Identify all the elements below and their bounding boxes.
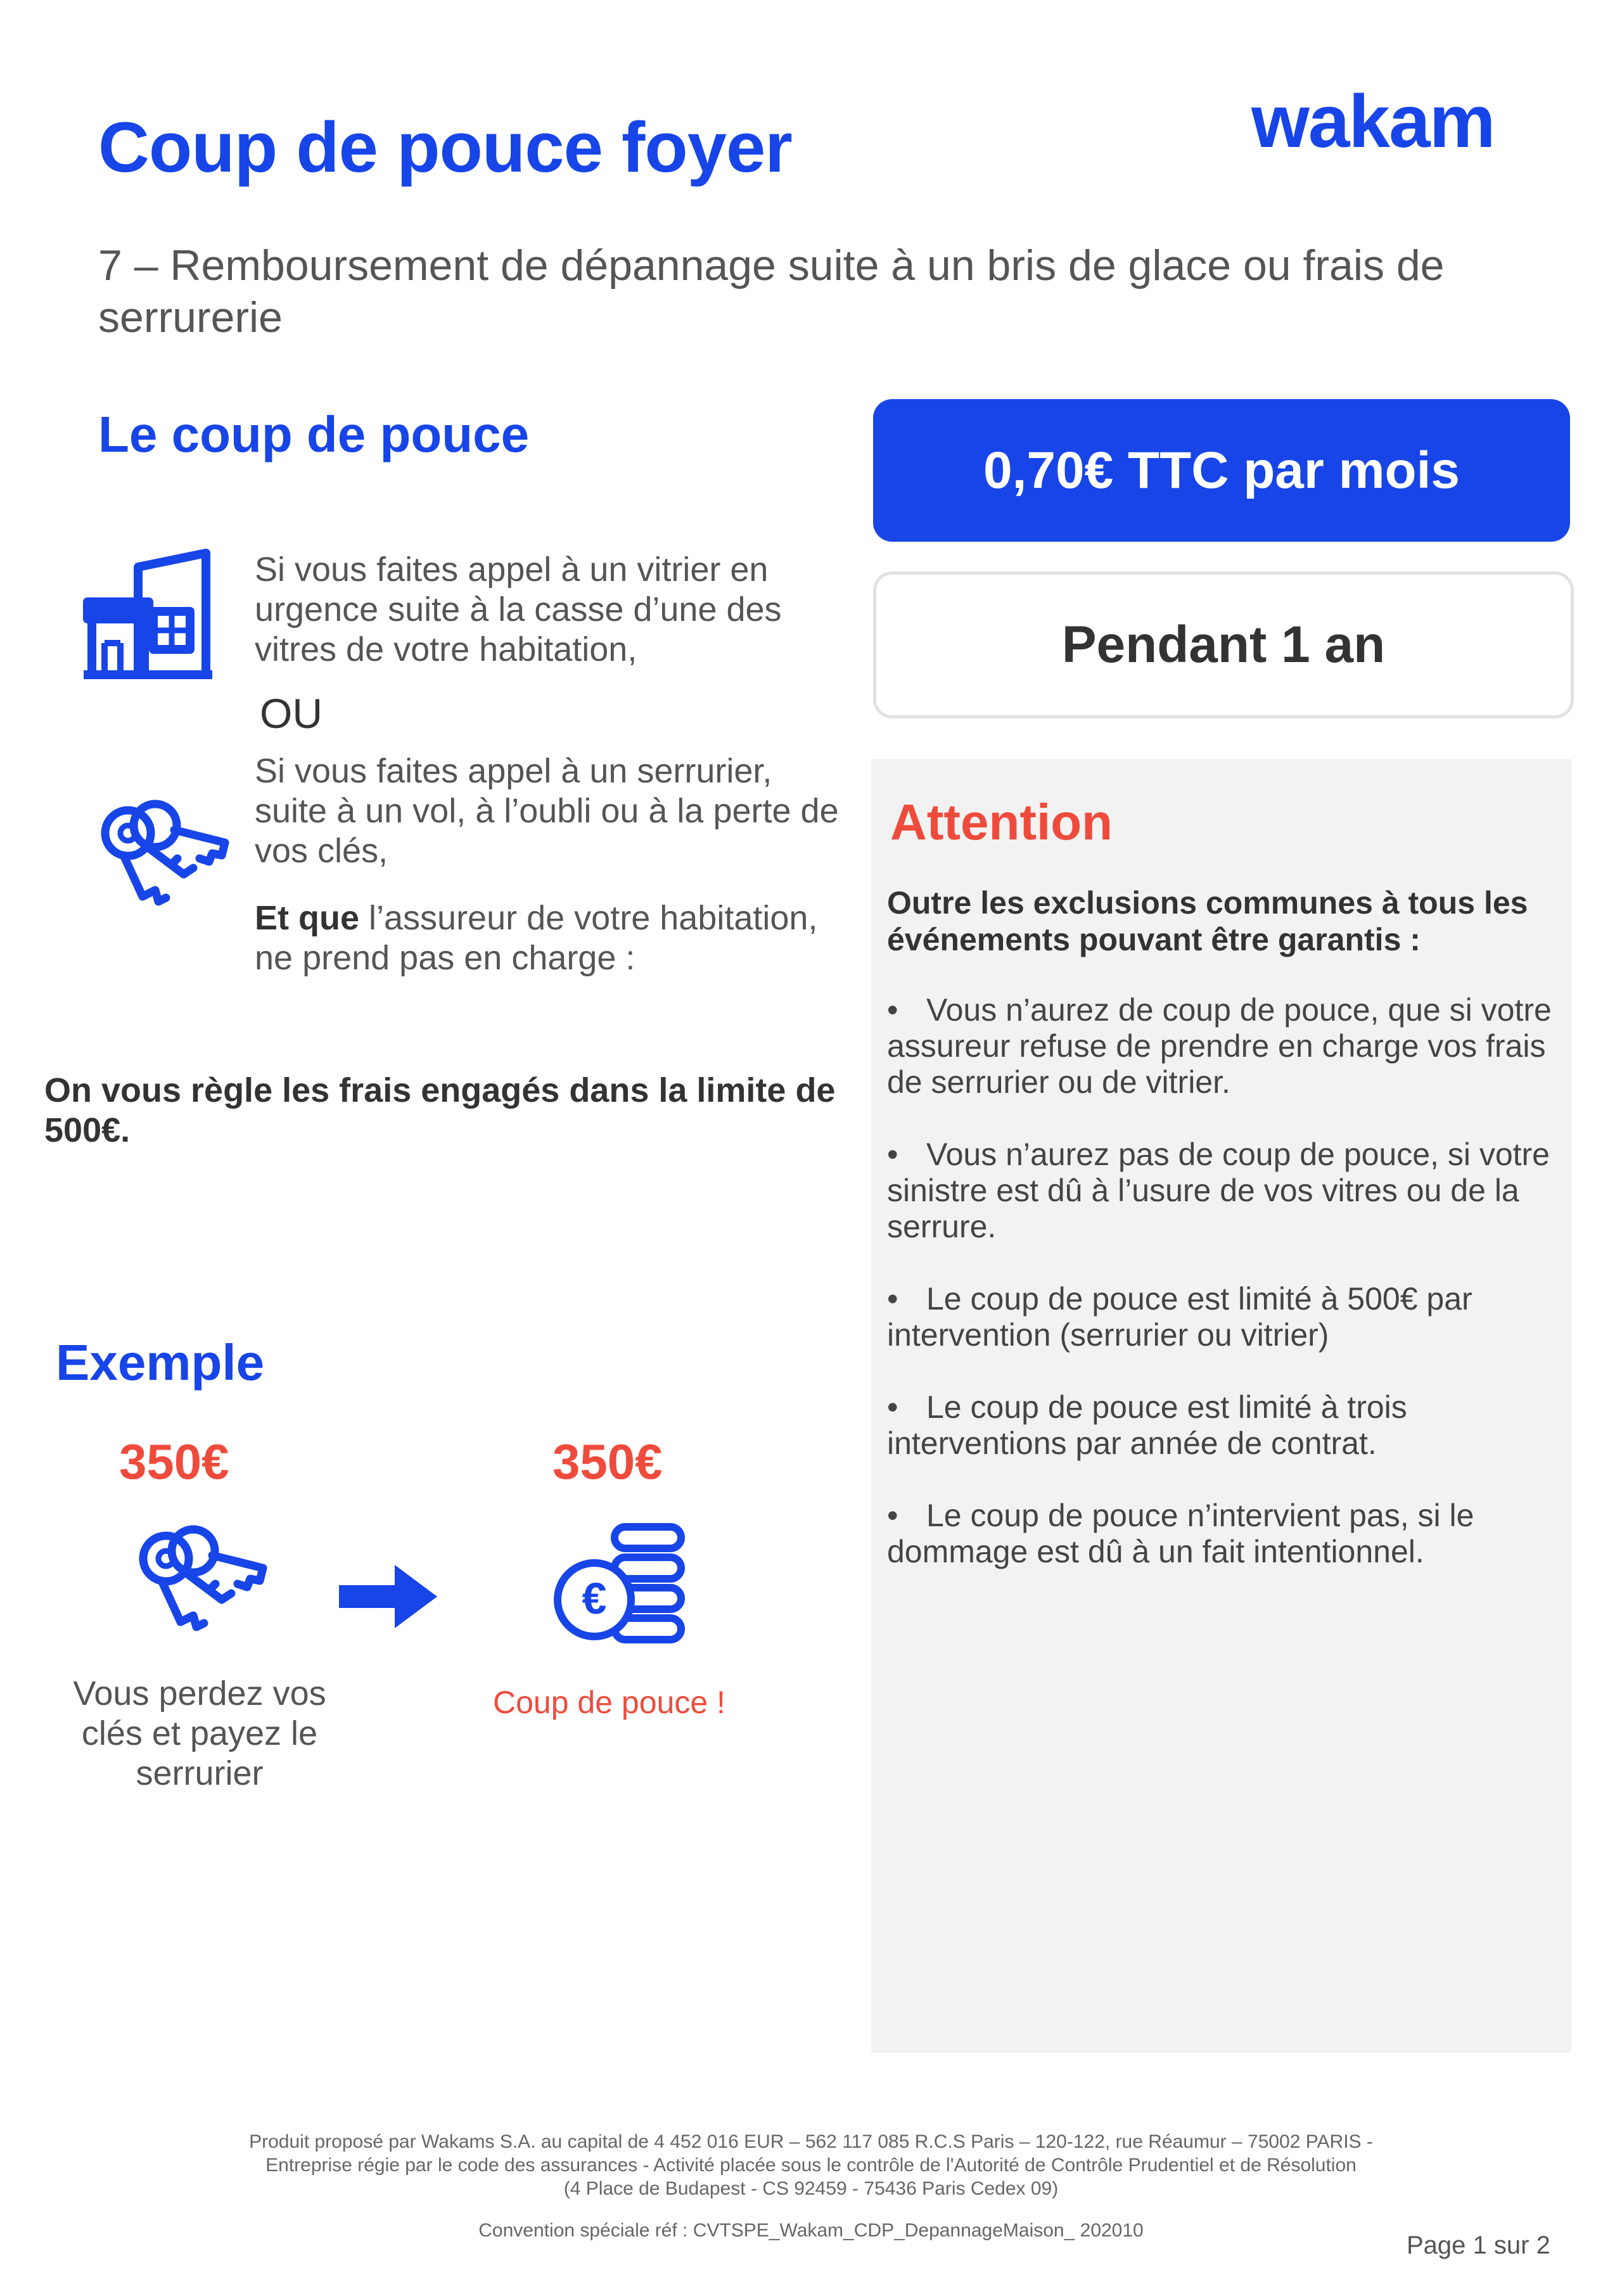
list-item: • Le coup de pouce est limité à trois interventions par année de contrat. bbox=[887, 1389, 1565, 1462]
example-loss-caption: Vous perdez vos clés et payez le serrurier bbox=[73, 1674, 326, 1792]
or-separator: OU bbox=[260, 690, 322, 737]
legal-footer bbox=[114, 2130, 1508, 2200]
attention-title: Attention bbox=[890, 794, 1113, 850]
example-loss-amount: 350€ bbox=[119, 1434, 229, 1489]
page-title: Coup de pouce foyer bbox=[98, 108, 792, 187]
insurer-condition-strong: Et que bbox=[255, 899, 360, 937]
limit-note: On vous règle les frais engagés dans la limite de 500€. bbox=[44, 1071, 836, 1149]
page-subtitle: 7 – Remboursement de dépannage suite à un bris de glace ou frais de serrurerie bbox=[98, 241, 1445, 341]
svg-text:€: € bbox=[582, 1574, 607, 1623]
coverage-heading: Le coup de pouce bbox=[98, 406, 530, 462]
list-item: • Vous n’aurez de coup de pouce, que si votre assureur refuse de prendre en charge vos frais de serrurier ou de vitrier. bbox=[887, 992, 1565, 1100]
example-refund-caption: Coup de pouce ! bbox=[493, 1685, 725, 1720]
duration-badge: Pendant 1 an bbox=[873, 571, 1574, 718]
building-icon bbox=[76, 548, 219, 684]
wakam-logo bbox=[1251, 89, 1530, 165]
example-heading: Exemple bbox=[56, 1334, 265, 1391]
attention-intro: Outre les exclusions communes à tous les événements pouvant être garantis : bbox=[887, 885, 1528, 957]
list-item: • Le coup de pouce n’intervient pas, si le dommage est dû à un fait intentionnel. bbox=[887, 1498, 1565, 1570]
legal-line: Produit proposé par Wakams S.A. au capital de 4 452 016 EUR – 562 117 085 R.C.S Paris – 120-122, rue Réaumur – 75002 PARIS - bbox=[249, 2131, 1373, 2152]
keys-icon bbox=[95, 795, 234, 922]
keys-icon bbox=[133, 1521, 272, 1647]
exclusions-list bbox=[887, 992, 1565, 1606]
list-item: • Le coup de pouce est limité à 500€ par intervention (serrurier ou vitrier) bbox=[887, 1281, 1565, 1353]
example-refund-amount: 350€ bbox=[552, 1434, 663, 1489]
legal-line: (4 Place de Budapest - CS 92459 - 75436 Paris Cedex 09) bbox=[563, 2178, 1059, 2199]
arrow-right-icon bbox=[339, 1565, 437, 1628]
svg-text:wakam: wakam bbox=[1251, 89, 1495, 163]
lock-condition-text: Si vous faites appel à un serrurier, suite à un vol, à l’oubli ou à la perte de vos clés, bbox=[255, 752, 839, 870]
insurer-condition bbox=[255, 898, 844, 978]
legal-line: Entreprise régie par le code des assurances - Activité placée sous le contrôle de l'Autorité de Contrôle Prudentiel et de Résolution bbox=[265, 2155, 1357, 2176]
price-badge: 0,70€ TTC par mois bbox=[873, 399, 1570, 542]
list-item: • Vous n’aurez pas de coup de pouce, si votre sinistre est dû à l’usure de vos vitres ou de la serrure. bbox=[887, 1137, 1565, 1245]
page-number: Page 1 sur 2 bbox=[1407, 2231, 1550, 2259]
glass-condition-text: Si vous faites appel à un vitrier en urgence suite à la casse d’une des vitres de votre habitation, bbox=[255, 551, 782, 668]
insurer-condition-rest: l’assureur de votre habitation, ne prend pas en charge : bbox=[255, 899, 818, 977]
convention-reference: Convention spéciale réf : CVTSPE_Wakam_CDP_DepannageMaison_ 202010 bbox=[478, 2220, 1144, 2241]
euro-coins-icon bbox=[551, 1521, 687, 1647]
